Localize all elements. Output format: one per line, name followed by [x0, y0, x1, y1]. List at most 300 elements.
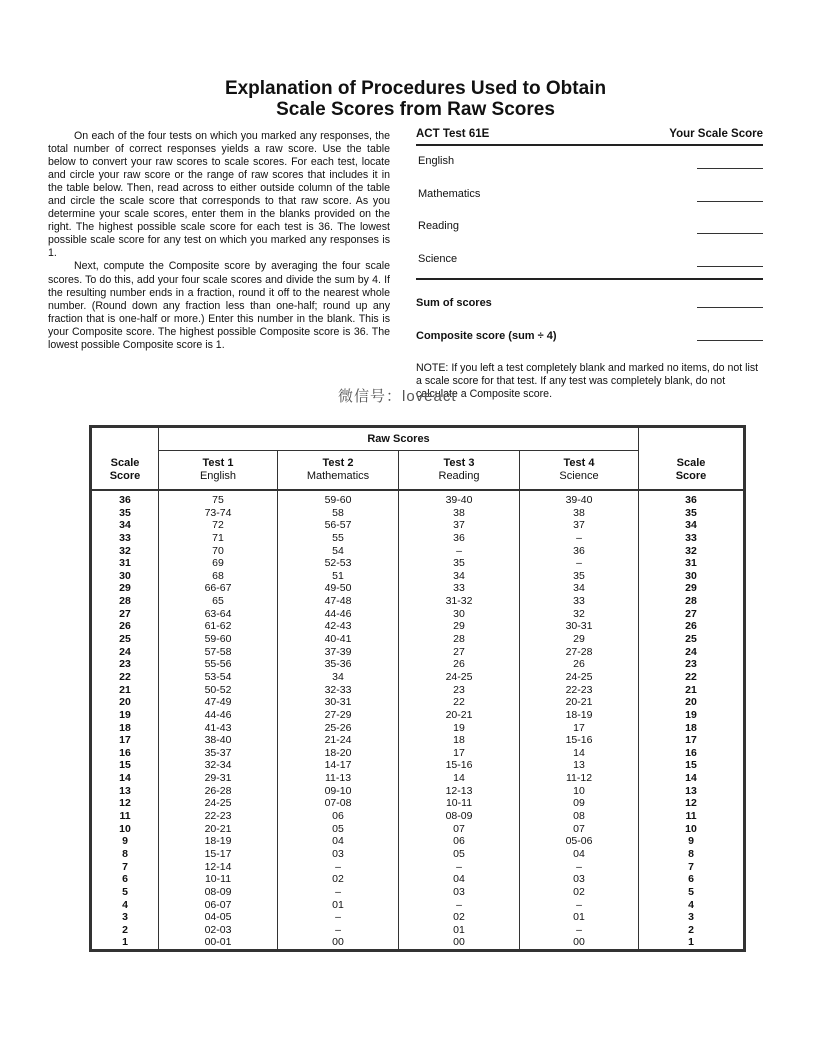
table-row — [91, 709, 745, 722]
watermark: 微信号：loveact — [338, 388, 457, 405]
scale-score-cell: 6 — [639, 873, 745, 886]
science-raw-cell: 20-21 — [520, 696, 639, 709]
scale-score-cell: 1 — [639, 936, 745, 950]
test2-header — [278, 451, 399, 491]
test3-name: Test 3 — [443, 457, 475, 469]
scale-score-cell: 16 — [639, 747, 745, 760]
reading-raw-cell: 28 — [399, 633, 520, 646]
scale-score-cell: 31 — [639, 557, 745, 570]
table-row — [91, 507, 745, 520]
scale-score-cell: 34 — [91, 519, 159, 532]
english-raw-cell: 12-14 — [159, 861, 278, 874]
english-raw-cell: 00-01 — [159, 936, 278, 950]
english-raw-cell: 59-60 — [159, 633, 278, 646]
table-row — [91, 620, 745, 633]
scale-score-cell: 31 — [91, 557, 159, 570]
table-row — [91, 582, 745, 595]
table-row — [91, 671, 745, 684]
english-raw-cell: 57-58 — [159, 646, 278, 659]
table-row — [91, 747, 745, 760]
english-raw-cell: 10-11 — [159, 873, 278, 886]
english-raw-cell: 35-37 — [159, 747, 278, 760]
english-raw-cell: 29-31 — [159, 772, 278, 785]
scale-score-cell: 22 — [91, 671, 159, 684]
scale-score-cell: 9 — [91, 835, 159, 848]
reading-raw-cell: 31-32 — [399, 595, 520, 608]
composite-row — [416, 313, 763, 346]
science-raw-cell: 01 — [520, 911, 639, 924]
scale-word: Scale — [110, 456, 140, 469]
scale-score-header-right — [639, 451, 745, 491]
science-raw-cell: 32 — [520, 608, 639, 621]
science-raw-cell: 17 — [520, 722, 639, 735]
scale-score-cell: 4 — [639, 899, 745, 912]
english-raw-cell: 68 — [159, 570, 278, 583]
reading-raw-cell: 02 — [399, 911, 520, 924]
test1-header — [159, 451, 278, 491]
english-raw-cell: 55-56 — [159, 658, 278, 671]
english-raw-cell: 69 — [159, 557, 278, 570]
science-raw-cell: 24-25 — [520, 671, 639, 684]
scale-score-cell: 27 — [91, 608, 159, 621]
reading-raw-cell: 03 — [399, 886, 520, 899]
your-scale-score-label: Your Scale Score — [669, 128, 763, 140]
science-raw-cell: 11-12 — [520, 772, 639, 785]
english-raw-cell: 44-46 — [159, 709, 278, 722]
scale-score-cell: 21 — [91, 684, 159, 697]
table-row — [91, 899, 745, 912]
scale-score-cell: 12 — [639, 797, 745, 810]
page-title — [0, 78, 831, 120]
english-row — [416, 146, 763, 179]
reading-score-blank[interactable] — [697, 233, 763, 234]
table-row — [91, 924, 745, 937]
scale-score-cell: 14 — [639, 772, 745, 785]
mathematics-raw-cell: 03 — [278, 848, 399, 861]
reading-raw-cell: 17 — [399, 747, 520, 760]
scale-score-cell: 5 — [639, 886, 745, 899]
science-raw-cell: 00 — [520, 936, 639, 950]
mathematics-raw-cell: 32-33 — [278, 684, 399, 697]
mathematics-raw-cell: 05 — [278, 823, 399, 836]
reading-row — [416, 211, 763, 244]
scale-score-cell: 13 — [91, 785, 159, 798]
english-raw-cell: 72 — [159, 519, 278, 532]
reading-raw-cell: 20-21 — [399, 709, 520, 722]
scale-score-cell: 10 — [91, 823, 159, 836]
scale-score-cell: 24 — [639, 646, 745, 659]
science-raw-cell: 03 — [520, 873, 639, 886]
scale-score-cell: 25 — [91, 633, 159, 646]
mathematics-raw-cell: 37-39 — [278, 646, 399, 659]
composite-label: Composite score (sum ÷ 4) — [416, 330, 557, 342]
scale-score-cell: 34 — [639, 519, 745, 532]
english-raw-cell: 70 — [159, 545, 278, 558]
scale-score-cell: 18 — [639, 722, 745, 735]
mathematics-raw-cell: 35-36 — [278, 658, 399, 671]
scale-score-cell: 23 — [639, 658, 745, 671]
science-raw-cell: 22-23 — [520, 684, 639, 697]
science-raw-cell: 09 — [520, 797, 639, 810]
scale-score-cell: 36 — [91, 490, 159, 507]
english-raw-cell: 66-67 — [159, 582, 278, 595]
reading-raw-cell: 24-25 — [399, 671, 520, 684]
scale-score-cell: 12 — [91, 797, 159, 810]
scale-score-cell: 18 — [91, 722, 159, 735]
scale-score-cell: 23 — [91, 658, 159, 671]
scale-score-cell: 36 — [639, 490, 745, 507]
reading-raw-cell: 12-13 — [399, 785, 520, 798]
english-raw-cell: 47-49 — [159, 696, 278, 709]
scale-score-cell: 28 — [91, 595, 159, 608]
reading-raw-cell: 01 — [399, 924, 520, 937]
sum-label: Sum of scores — [416, 297, 492, 309]
table-row — [91, 823, 745, 836]
scale-score-cell: 11 — [639, 810, 745, 823]
instructions-paragraph-2: Next, compute the Composite score by averaging the four scale scores. To do this, add your four scale scores and divide the sum by 4. If the resulting number ends in a fraction, round it off to the nearest whole number. (Round down any fraction less than one-half; round up any fraction that is one-half or more.) Enter this number in the blank. This is your Composite score. The highest possible Composite score is 36. The lowest possible Composite score is 1. — [48, 260, 390, 351]
table-row — [91, 646, 745, 659]
scale-score-header-left — [91, 451, 159, 491]
scale-score-cell: 32 — [91, 545, 159, 558]
mathematics-raw-cell: 04 — [278, 835, 399, 848]
instructions — [48, 130, 390, 352]
english-raw-cell: 15-17 — [159, 848, 278, 861]
table-row — [91, 936, 745, 950]
mathematics-raw-cell: 11-13 — [278, 772, 399, 785]
mathematics-raw-cell: 51 — [278, 570, 399, 583]
english-raw-cell: 38-40 — [159, 734, 278, 747]
science-raw-cell: 30-31 — [520, 620, 639, 633]
mathematics-score-blank[interactable] — [697, 201, 763, 202]
scale-score-cell: 35 — [639, 507, 745, 520]
science-raw-cell: 38 — [520, 507, 639, 520]
test-label: ACT Test 61E — [416, 128, 490, 140]
scale-score-cell: 2 — [91, 924, 159, 937]
science-raw-cell: 27-28 — [520, 646, 639, 659]
instructions-paragraph-1: On each of the four tests on which you marked any responses, the total number of correct responses yields a raw score. Use the table below to convert your raw scores to scale scores. For each test, locate and circle your raw score or the range of raw scores that includes it in the table below. Then, read across to either outside column of the table and circle the scale score that corresponds to that raw score. As you determine your scale scores, enter them in the blanks provided on the right. The highest possible scale score for each test is 36. The lowest possible scale score for any test on which you marked any responses is 1. — [48, 130, 390, 260]
note-text: NOTE: If you left a test completely blank and marked no items, do not list a scale score for that test. If any test was completely blank, do not calculate a Composite score. — [416, 362, 759, 400]
reading-raw-cell: 19 — [399, 722, 520, 735]
science-raw-cell: – — [520, 924, 639, 937]
reading-raw-cell: 35 — [399, 557, 520, 570]
english-raw-cell: 26-28 — [159, 785, 278, 798]
scale-word: Scale — [676, 456, 706, 469]
scale-score-cell: 17 — [91, 734, 159, 747]
reading-raw-cell: 04 — [399, 873, 520, 886]
scale-score-cell: 15 — [91, 759, 159, 772]
table-row — [91, 886, 745, 899]
reading-raw-cell: 26 — [399, 658, 520, 671]
mathematics-raw-cell: 21-24 — [278, 734, 399, 747]
reading-raw-cell: 29 — [399, 620, 520, 633]
table-row — [91, 608, 745, 621]
mathematics-raw-cell: – — [278, 861, 399, 874]
table-row — [91, 759, 745, 772]
mathematics-raw-cell: 52-53 — [278, 557, 399, 570]
mathematics-raw-cell: 25-26 — [278, 722, 399, 735]
scale-score-cell: 32 — [639, 545, 745, 558]
english-raw-cell: 73-74 — [159, 507, 278, 520]
table-row — [91, 545, 745, 558]
mathematics-raw-cell: 40-41 — [278, 633, 399, 646]
scale-score-cell: 11 — [91, 810, 159, 823]
test3-header — [399, 451, 520, 491]
english-raw-cell: 75 — [159, 490, 278, 507]
sum-blank[interactable] — [697, 307, 763, 308]
mathematics-raw-cell: 56-57 — [278, 519, 399, 532]
reading-raw-cell: 34 — [399, 570, 520, 583]
science-label: Science — [418, 252, 458, 265]
science-raw-cell: – — [520, 899, 639, 912]
mathematics-raw-cell: 54 — [278, 545, 399, 558]
science-row — [416, 244, 763, 277]
reading-raw-cell: 06 — [399, 835, 520, 848]
table-row — [91, 532, 745, 545]
mathematics-raw-cell: – — [278, 924, 399, 937]
mathematics-raw-cell: – — [278, 911, 399, 924]
test4-name: Test 4 — [563, 457, 595, 469]
table-row — [91, 810, 745, 823]
scale-score-cell: 30 — [639, 570, 745, 583]
english-raw-cell: 41-43 — [159, 722, 278, 735]
science-raw-cell: – — [520, 532, 639, 545]
test3-subject: Reading — [438, 470, 480, 482]
english-raw-cell: 63-64 — [159, 608, 278, 621]
scale-score-cell: 19 — [639, 709, 745, 722]
composite-blank[interactable] — [697, 340, 763, 341]
reading-raw-cell: 15-16 — [399, 759, 520, 772]
scale-score-cell: 14 — [91, 772, 159, 785]
reading-raw-cell: – — [399, 899, 520, 912]
table-row — [91, 595, 745, 608]
mathematics-label: Mathematics — [418, 187, 481, 200]
scale-score-cell: 17 — [639, 734, 745, 747]
scale-score-cell: 4 — [91, 899, 159, 912]
reading-raw-cell: 07 — [399, 823, 520, 836]
science-raw-cell: – — [520, 557, 639, 570]
reading-raw-cell: 33 — [399, 582, 520, 595]
mathematics-raw-cell: 00 — [278, 936, 399, 950]
table-row — [91, 684, 745, 697]
english-score-blank[interactable] — [697, 168, 763, 169]
scale-score-cell: 6 — [91, 873, 159, 886]
table-row — [91, 734, 745, 747]
reading-raw-cell: 22 — [399, 696, 520, 709]
scale-score-cell: 16 — [91, 747, 159, 760]
mathematics-raw-cell: 09-10 — [278, 785, 399, 798]
table-row — [91, 557, 745, 570]
reading-raw-cell: 18 — [399, 734, 520, 747]
mathematics-raw-cell: 59-60 — [278, 490, 399, 507]
mathematics-raw-cell: 42-43 — [278, 620, 399, 633]
english-raw-cell: 24-25 — [159, 797, 278, 810]
title-line-1: Explanation of Procedures Used to Obtain — [224, 78, 607, 99]
table-row — [91, 570, 745, 583]
left-scale-spacer — [91, 427, 159, 451]
science-raw-cell: 36 — [520, 545, 639, 558]
science-raw-cell: 37 — [520, 519, 639, 532]
scale-score-cell: 35 — [91, 507, 159, 520]
scale-score-cell: 20 — [91, 696, 159, 709]
table-row — [91, 696, 745, 709]
english-raw-cell: 53-54 — [159, 671, 278, 684]
reading-label: Reading — [418, 220, 459, 232]
reading-raw-cell: 27 — [399, 646, 520, 659]
scale-score-cell: 5 — [91, 886, 159, 899]
science-raw-cell: 26 — [520, 658, 639, 671]
score-word: Score — [109, 469, 141, 482]
science-raw-cell: 10 — [520, 785, 639, 798]
scale-score-cell: 30 — [91, 570, 159, 583]
scale-score-cell: 2 — [639, 924, 745, 937]
table-row — [91, 722, 745, 735]
reading-raw-cell: 14 — [399, 772, 520, 785]
science-raw-cell: 33 — [520, 595, 639, 608]
score-word: Score — [675, 469, 707, 482]
table-row — [91, 911, 745, 924]
scale-score-cell: 15 — [639, 759, 745, 772]
scale-score-cell: 7 — [91, 861, 159, 874]
test4-header — [520, 451, 639, 491]
english-raw-cell: 20-21 — [159, 823, 278, 836]
scale-score-cell: 25 — [639, 633, 745, 646]
test1-name: Test 1 — [202, 457, 234, 469]
english-raw-cell: 08-09 — [159, 886, 278, 899]
science-raw-cell: 34 — [520, 582, 639, 595]
reading-raw-cell: – — [399, 545, 520, 558]
science-raw-cell: 18-19 — [520, 709, 639, 722]
scale-score-cell: 3 — [91, 911, 159, 924]
reading-raw-cell: 30 — [399, 608, 520, 621]
reading-raw-cell: 05 — [399, 848, 520, 861]
mathematics-raw-cell: 55 — [278, 532, 399, 545]
science-raw-cell: 29 — [520, 633, 639, 646]
science-raw-cell: 05-06 — [520, 835, 639, 848]
scale-score-cell: 28 — [639, 595, 745, 608]
raw-scores-header: Raw Scores — [159, 427, 639, 451]
test2-name: Test 2 — [322, 457, 354, 469]
conversion-table — [89, 425, 746, 952]
science-raw-cell: 02 — [520, 886, 639, 899]
science-raw-cell: 07 — [520, 823, 639, 836]
mathematics-raw-cell: 34 — [278, 671, 399, 684]
scale-score-cell: 21 — [639, 684, 745, 697]
scale-score-cell: 29 — [91, 582, 159, 595]
reading-raw-cell: 00 — [399, 936, 520, 950]
mathematics-raw-cell: 14-17 — [278, 759, 399, 772]
table-row — [91, 873, 745, 886]
reading-raw-cell: 08-09 — [399, 810, 520, 823]
scale-score-cell: 22 — [639, 671, 745, 684]
mathematics-raw-cell: 02 — [278, 873, 399, 886]
science-raw-cell: 39-40 — [520, 490, 639, 507]
mathematics-raw-cell: – — [278, 886, 399, 899]
science-raw-cell: 14 — [520, 747, 639, 760]
scale-score-cell: 9 — [639, 835, 745, 848]
reading-raw-cell: 10-11 — [399, 797, 520, 810]
science-raw-cell: 13 — [520, 759, 639, 772]
scale-score-cell: 24 — [91, 646, 159, 659]
mathematics-raw-cell: 30-31 — [278, 696, 399, 709]
table-row — [91, 658, 745, 671]
test2-subject: Mathematics — [306, 470, 370, 482]
table-body — [91, 490, 745, 951]
test1-subject: English — [199, 470, 237, 482]
test4-subject: Science — [559, 470, 599, 482]
reading-raw-cell: – — [399, 861, 520, 874]
scale-score-cell: 33 — [639, 532, 745, 545]
science-raw-cell: 08 — [520, 810, 639, 823]
scale-score-cell: 8 — [91, 848, 159, 861]
table-row — [91, 785, 745, 798]
english-raw-cell: 71 — [159, 532, 278, 545]
sum-row — [416, 280, 763, 313]
english-raw-cell: 02-03 — [159, 924, 278, 937]
scale-score-cell: 29 — [639, 582, 745, 595]
title-line-2: Scale Scores from Raw Scores — [276, 99, 555, 120]
mathematics-raw-cell: 01 — [278, 899, 399, 912]
english-raw-cell: 50-52 — [159, 684, 278, 697]
english-raw-cell: 65 — [159, 595, 278, 608]
scale-score-cell: 26 — [91, 620, 159, 633]
right-scale-spacer — [639, 427, 745, 451]
score-form-header — [416, 128, 763, 146]
mathematics-raw-cell: 27-29 — [278, 709, 399, 722]
table-row — [91, 772, 745, 785]
scale-score-cell: 33 — [91, 532, 159, 545]
mathematics-raw-cell: 07-08 — [278, 797, 399, 810]
reading-raw-cell: 37 — [399, 519, 520, 532]
english-raw-cell: 18-19 — [159, 835, 278, 848]
table-row — [91, 861, 745, 874]
science-score-blank[interactable] — [697, 266, 763, 267]
english-label: English — [418, 155, 455, 167]
table-row — [91, 519, 745, 532]
scale-score-cell: 7 — [639, 861, 745, 874]
mathematics-raw-cell: 44-46 — [278, 608, 399, 621]
scale-score-cell: 10 — [639, 823, 745, 836]
english-raw-cell: 06-07 — [159, 899, 278, 912]
mathematics-raw-cell: 47-48 — [278, 595, 399, 608]
mathematics-raw-cell: 49-50 — [278, 582, 399, 595]
english-raw-cell: 22-23 — [159, 810, 278, 823]
scale-score-cell: 20 — [639, 696, 745, 709]
mathematics-raw-cell: 18-20 — [278, 747, 399, 760]
table-row — [91, 490, 745, 507]
score-entry-form — [416, 128, 763, 346]
scale-score-cell: 1 — [91, 936, 159, 950]
scale-score-cell: 3 — [639, 911, 745, 924]
mathematics-raw-cell: 58 — [278, 507, 399, 520]
scale-score-cell: 8 — [639, 848, 745, 861]
science-raw-cell: 35 — [520, 570, 639, 583]
reading-raw-cell: 36 — [399, 532, 520, 545]
science-raw-cell: 04 — [520, 848, 639, 861]
scale-score-cell: 19 — [91, 709, 159, 722]
reading-raw-cell: 38 — [399, 507, 520, 520]
scale-score-cell: 13 — [639, 785, 745, 798]
scale-score-cell: 26 — [639, 620, 745, 633]
table-row — [91, 797, 745, 810]
mathematics-row — [416, 179, 763, 212]
mathematics-raw-cell: 06 — [278, 810, 399, 823]
english-raw-cell: 04-05 — [159, 911, 278, 924]
science-raw-cell: 15-16 — [520, 734, 639, 747]
table-row — [91, 633, 745, 646]
english-raw-cell: 61-62 — [159, 620, 278, 633]
scale-score-cell: 27 — [639, 608, 745, 621]
table-row — [91, 848, 745, 861]
